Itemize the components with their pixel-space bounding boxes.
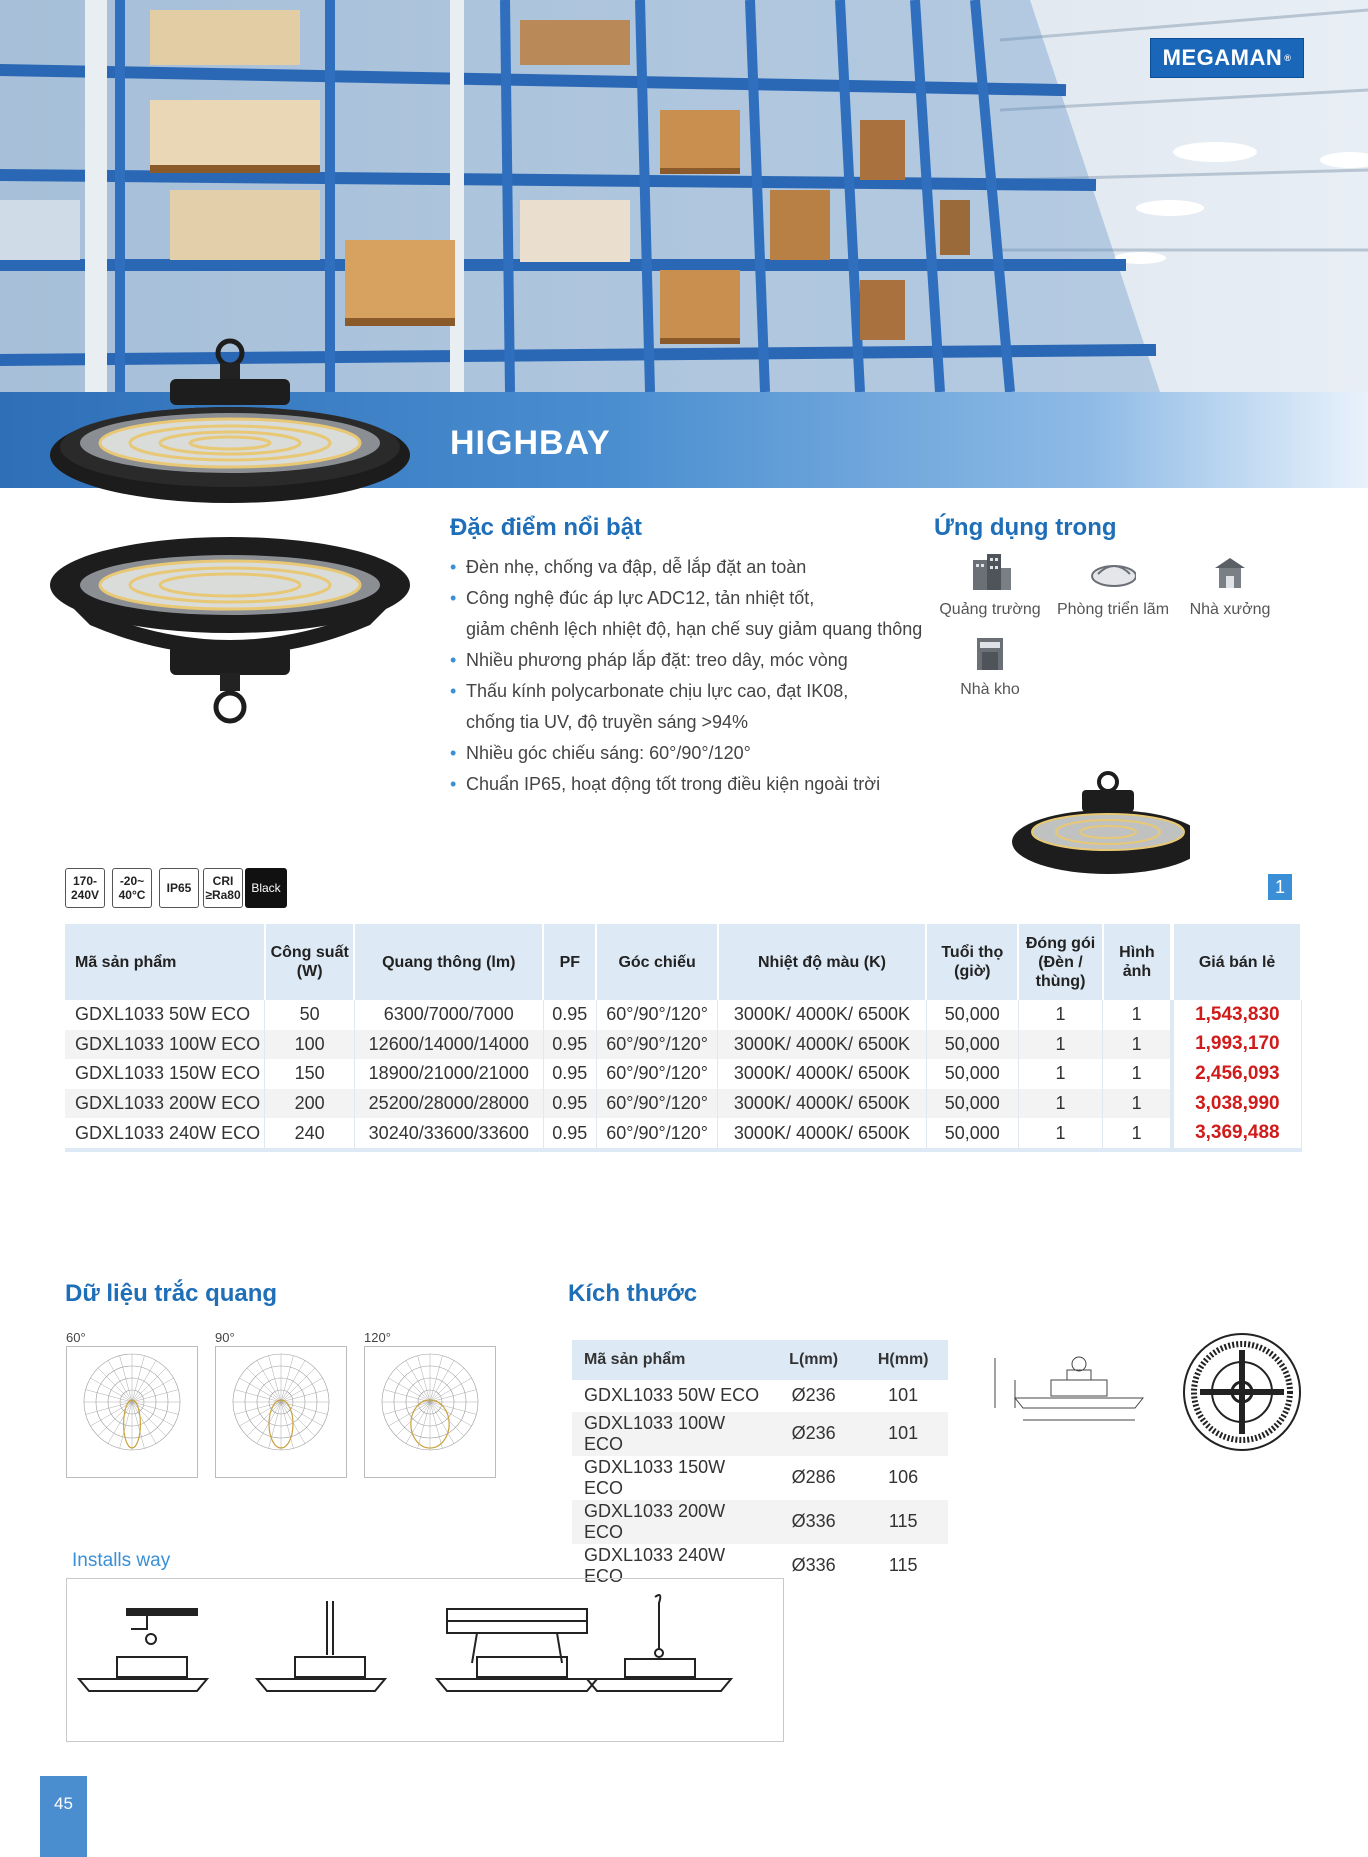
polar-spoke: [120, 1356, 132, 1402]
polar-spoke: [418, 1402, 430, 1448]
price-cell: 1,993,170: [1172, 1030, 1301, 1060]
polar-spoke: [86, 1390, 132, 1402]
brand-logo-text: MEGAMAN: [1162, 45, 1283, 70]
polar-spoke: [430, 1360, 454, 1402]
table-cell: 115: [858, 1500, 948, 1544]
table-cell: GDXL1033 150W ECO: [65, 1059, 265, 1089]
table-cell: 101: [888, 1385, 919, 1406]
table-cell: Ø236: [791, 1385, 836, 1406]
table-cell: 12600/14000/14000: [354, 1030, 543, 1060]
table-cell: 3000K/ 4000K/ 6500K: [718, 1030, 926, 1060]
table-cell: GDXL1033 150W ECO: [584, 1456, 726, 1498]
polar-diagram-90: [215, 1346, 347, 1478]
installs-diagram: [66, 1578, 784, 1742]
dimensions-table: [572, 1340, 948, 1588]
polar-spoke: [430, 1402, 472, 1426]
table-cell: 0.95: [543, 1059, 596, 1089]
application-label: Nhà xưởng: [1189, 601, 1271, 618]
polar-spoke: [281, 1402, 323, 1426]
table-cell: Ø336: [791, 1555, 836, 1576]
dimensions-heading: Kích thước: [568, 1280, 698, 1307]
polar-spoke: [90, 1402, 132, 1426]
table-cell: 0.95: [543, 1089, 596, 1119]
polar-spoke: [430, 1402, 464, 1436]
col-header: Góc chiếu: [596, 924, 717, 1000]
table-cell: 3000K/ 4000K/ 6500K: [718, 1118, 926, 1150]
building-icon: [967, 552, 1013, 592]
voltage-badge: [65, 868, 105, 908]
category-title: HIGHBAY: [450, 424, 611, 462]
table-cell: 3000K/ 4000K/ 6500K: [718, 1089, 926, 1119]
top-view-drawing: [1180, 1330, 1305, 1460]
table-cell: 240: [265, 1118, 354, 1150]
feature-item-continuation: giảm chênh lệch nhiệt độ, hạn chế suy giảm quang thông: [466, 619, 923, 639]
badge-line: 170-: [72, 874, 98, 888]
table-cell: 1: [1018, 1030, 1102, 1060]
table-cell: Ø336: [769, 1500, 859, 1544]
table-cell: 1: [1103, 1118, 1172, 1150]
table-cell: 30240/33600/33600: [354, 1118, 543, 1150]
polar-spoke: [269, 1402, 281, 1448]
table-cell: 25200/28000/28000: [354, 1089, 543, 1119]
polar-spoke: [98, 1368, 132, 1402]
table-cell: 1: [1018, 1118, 1102, 1150]
polar-spoke: [388, 1402, 430, 1426]
table-row: [65, 1118, 1301, 1150]
feature-item: • Nhiều góc chiếu sáng: 60°/90°/120°: [450, 738, 950, 769]
table-cell: GDXL1033 200W ECO: [65, 1089, 265, 1119]
table-cell: 200: [265, 1089, 354, 1119]
badge-line: -20~: [119, 874, 145, 888]
polar-spoke: [430, 1402, 442, 1448]
table-cell: 1: [1103, 1089, 1172, 1119]
polar-spoke: [108, 1402, 132, 1444]
col-header: Giá bán lẻ: [1172, 924, 1301, 1000]
table-row: [572, 1500, 948, 1544]
features-heading: Đặc điểm nổi bật: [450, 514, 643, 541]
price-cell: 3,038,990: [1172, 1089, 1301, 1119]
badge-line: IP65: [166, 881, 192, 895]
table-cell: GDXL1033 240W ECO: [584, 1544, 726, 1586]
badge-line: ≥Ra80: [205, 888, 241, 902]
polar-spoke: [257, 1360, 281, 1402]
polar-spoke: [430, 1378, 472, 1402]
product-image-top: [40, 335, 420, 540]
temperature-badge: [112, 868, 152, 908]
badge-line: 240V: [70, 888, 100, 902]
polar-spoke: [430, 1402, 476, 1414]
table-cell: 1: [1018, 1089, 1102, 1119]
table-cell: GDXL1033 100W ECO: [65, 1030, 265, 1060]
applications-heading: Ứng dụng trong: [934, 514, 1117, 541]
badge-line: 40°C: [118, 888, 146, 902]
table-cell: GDXL1033 50W ECO: [65, 1000, 265, 1030]
table-cell: 1: [1018, 1059, 1102, 1089]
product-image-bottom: [40, 535, 420, 740]
polar-spoke: [396, 1402, 430, 1436]
table-row: [65, 1000, 1301, 1030]
price-cell: 3,369,488: [1172, 1118, 1301, 1150]
angle-label: 120°: [364, 1330, 391, 1345]
polar-diagram-60: [66, 1346, 198, 1478]
polar-spoke: [281, 1402, 293, 1448]
polar-spoke: [235, 1390, 281, 1402]
application-label: Phòng triển lãm: [1056, 601, 1170, 618]
polar-spoke: [430, 1368, 464, 1402]
polar-spoke: [132, 1402, 166, 1436]
polar-spoke: [418, 1356, 430, 1402]
polar-spoke: [239, 1378, 281, 1402]
table-cell: 18900/21000/21000: [354, 1059, 543, 1089]
polar-spoke: [406, 1360, 430, 1402]
table-cell: 3000K/ 4000K/ 6500K: [718, 1000, 926, 1030]
product-table: [65, 924, 1302, 1152]
polar-spoke: [269, 1356, 281, 1402]
angle-label: 90°: [215, 1330, 235, 1345]
table-cell: 60°/90°/120°: [596, 1089, 717, 1119]
polar-spoke: [281, 1360, 305, 1402]
table-cell: 60°/90°/120°: [596, 1030, 717, 1060]
feature-item: • Đèn nhẹ, chống va đập, dễ lắp đặt an toàn: [450, 552, 950, 583]
polar-spoke: [430, 1402, 454, 1444]
feature-item: • Công nghệ đúc áp lực ADC12, tản nhiệt tốt,: [450, 583, 950, 614]
polar-spoke: [239, 1402, 281, 1426]
ip-rating-badge: [159, 868, 199, 908]
table-cell: Ø236: [769, 1412, 859, 1456]
polar-spoke: [108, 1360, 132, 1402]
exhibition-icon: [1090, 552, 1136, 592]
polar-spoke: [396, 1368, 430, 1402]
polar-spoke: [430, 1390, 476, 1402]
polar-spoke: [247, 1402, 281, 1436]
table-cell: 60°/90°/120°: [596, 1059, 717, 1089]
color-badge: [245, 868, 287, 908]
feature-item: • Nhiều phương pháp lắp đặt: treo dây, móc vòng: [450, 645, 950, 676]
table-row: [572, 1380, 948, 1412]
table-cell: 6300/7000/7000: [354, 1000, 543, 1030]
polar-spoke: [384, 1390, 430, 1402]
page-number-text: 45: [54, 1794, 73, 1813]
table-cell: GDXL1033 100W ECO: [572, 1412, 769, 1456]
application-square: [930, 552, 1050, 619]
application-warehouse: [930, 632, 1050, 699]
table-cell: 150: [265, 1059, 354, 1089]
polar-spoke: [388, 1378, 430, 1402]
table-row: [65, 1059, 1301, 1089]
col-header: Mã sản phẩm: [65, 924, 265, 1000]
col-header: Mã sản phẩm: [572, 1340, 769, 1380]
angle-label: 60°: [66, 1330, 86, 1345]
badge-line: Black: [251, 881, 281, 895]
brand-logo: MEGAMAN ®: [1150, 38, 1304, 78]
feature-item: • Thấu kính polycarbonate chịu lực cao, đạt IK08,: [450, 676, 950, 707]
warehouse-icon: [967, 632, 1013, 672]
features-list: [450, 552, 950, 800]
polar-spoke: [132, 1368, 166, 1402]
col-header: Công suất (W): [265, 924, 354, 1000]
col-header: Tuổi thọ (giờ): [926, 924, 1018, 1000]
col-header: Nhiệt độ màu (K): [718, 924, 926, 1000]
product-image-small: [990, 768, 1190, 893]
table-cell: GDXL1033 240W ECO: [65, 1118, 265, 1150]
table-cell: 0.95: [543, 1118, 596, 1150]
factory-icon: [1207, 552, 1253, 592]
col-header: H(mm): [858, 1340, 948, 1380]
table-cell: 50,000: [926, 1118, 1018, 1150]
polar-spoke: [132, 1356, 144, 1402]
photometric-heading: Dữ liệu trắc quang: [65, 1280, 278, 1307]
table-row: [572, 1412, 948, 1456]
application-exhibition: [1053, 552, 1173, 619]
polar-spoke: [132, 1390, 178, 1402]
table-cell: 1: [1018, 1000, 1102, 1030]
table-cell: 50,000: [926, 1059, 1018, 1089]
table-cell: Ø286: [791, 1467, 836, 1488]
price-cell: 2,456,093: [1172, 1059, 1301, 1089]
col-header: L(mm): [769, 1340, 859, 1380]
polar-spoke: [384, 1402, 430, 1414]
table-cell: 50,000: [926, 1030, 1018, 1060]
polar-spoke: [132, 1402, 174, 1426]
col-header: PF: [543, 924, 596, 1000]
table-cell: 1: [1103, 1030, 1172, 1060]
polar-diagram-120: [364, 1346, 496, 1478]
table-cell: 1: [1103, 1059, 1172, 1089]
table-row: [572, 1456, 948, 1500]
polar-spoke: [132, 1378, 174, 1402]
table-cell: 50,000: [926, 1089, 1018, 1119]
table-cell: 106: [888, 1467, 919, 1488]
feature-item-continuation: chống tia UV, độ truyền sáng >94%: [466, 712, 749, 732]
polar-spoke: [281, 1356, 293, 1402]
polar-spoke: [406, 1402, 430, 1444]
feature-item: • Chuẩn IP65, hoạt động tốt trong điều kiện ngoài trời: [450, 769, 950, 800]
col-header: Đóng gói (Đèn / thùng): [1018, 924, 1102, 1000]
polar-spoke: [132, 1360, 156, 1402]
polar-spoke: [430, 1356, 442, 1402]
table-cell: 101: [858, 1412, 948, 1456]
table-cell: 100: [265, 1030, 354, 1060]
polar-spoke: [247, 1368, 281, 1402]
col-header: Quang thông (lm): [354, 924, 543, 1000]
price-cell: 1,543,830: [1172, 1000, 1301, 1030]
polar-spoke: [281, 1378, 323, 1402]
table-cell: 60°/90°/120°: [596, 1000, 717, 1030]
application-label: Quảng trường: [939, 601, 1041, 618]
table-cell: GDXL1033 50W ECO: [584, 1385, 760, 1406]
application-factory: [1180, 552, 1280, 619]
table-row: [65, 1089, 1301, 1119]
polar-spoke: [98, 1402, 132, 1436]
installs-heading: Installs way: [72, 1550, 171, 1571]
table-cell: 3000K/ 4000K/ 6500K: [718, 1059, 926, 1089]
badge-line: CRI: [212, 874, 234, 888]
table-cell: 0.95: [543, 1000, 596, 1030]
table-cell: 115: [888, 1555, 918, 1576]
col-header: Hình ảnh: [1103, 924, 1172, 1000]
polar-spoke: [281, 1368, 315, 1402]
table-cell: GDXL1033 200W ECO: [572, 1500, 769, 1544]
table-row: [65, 1030, 1301, 1060]
polar-spoke: [281, 1402, 315, 1436]
table-cell: 0.95: [543, 1030, 596, 1060]
polar-spoke: [281, 1390, 327, 1402]
page-number: [40, 1776, 87, 1857]
table-cell: 1: [1103, 1000, 1172, 1030]
cri-badge: [203, 868, 243, 908]
table-cell: 50,000: [926, 1000, 1018, 1030]
table-cell: 60°/90°/120°: [596, 1118, 717, 1150]
polar-spoke: [132, 1402, 156, 1444]
application-label: Nhà kho: [960, 681, 1020, 698]
side-view-drawing: [975, 1340, 1155, 1455]
table-cell: 50: [265, 1000, 354, 1030]
polar-spoke: [90, 1378, 132, 1402]
page-marker: 1: [1268, 874, 1292, 900]
